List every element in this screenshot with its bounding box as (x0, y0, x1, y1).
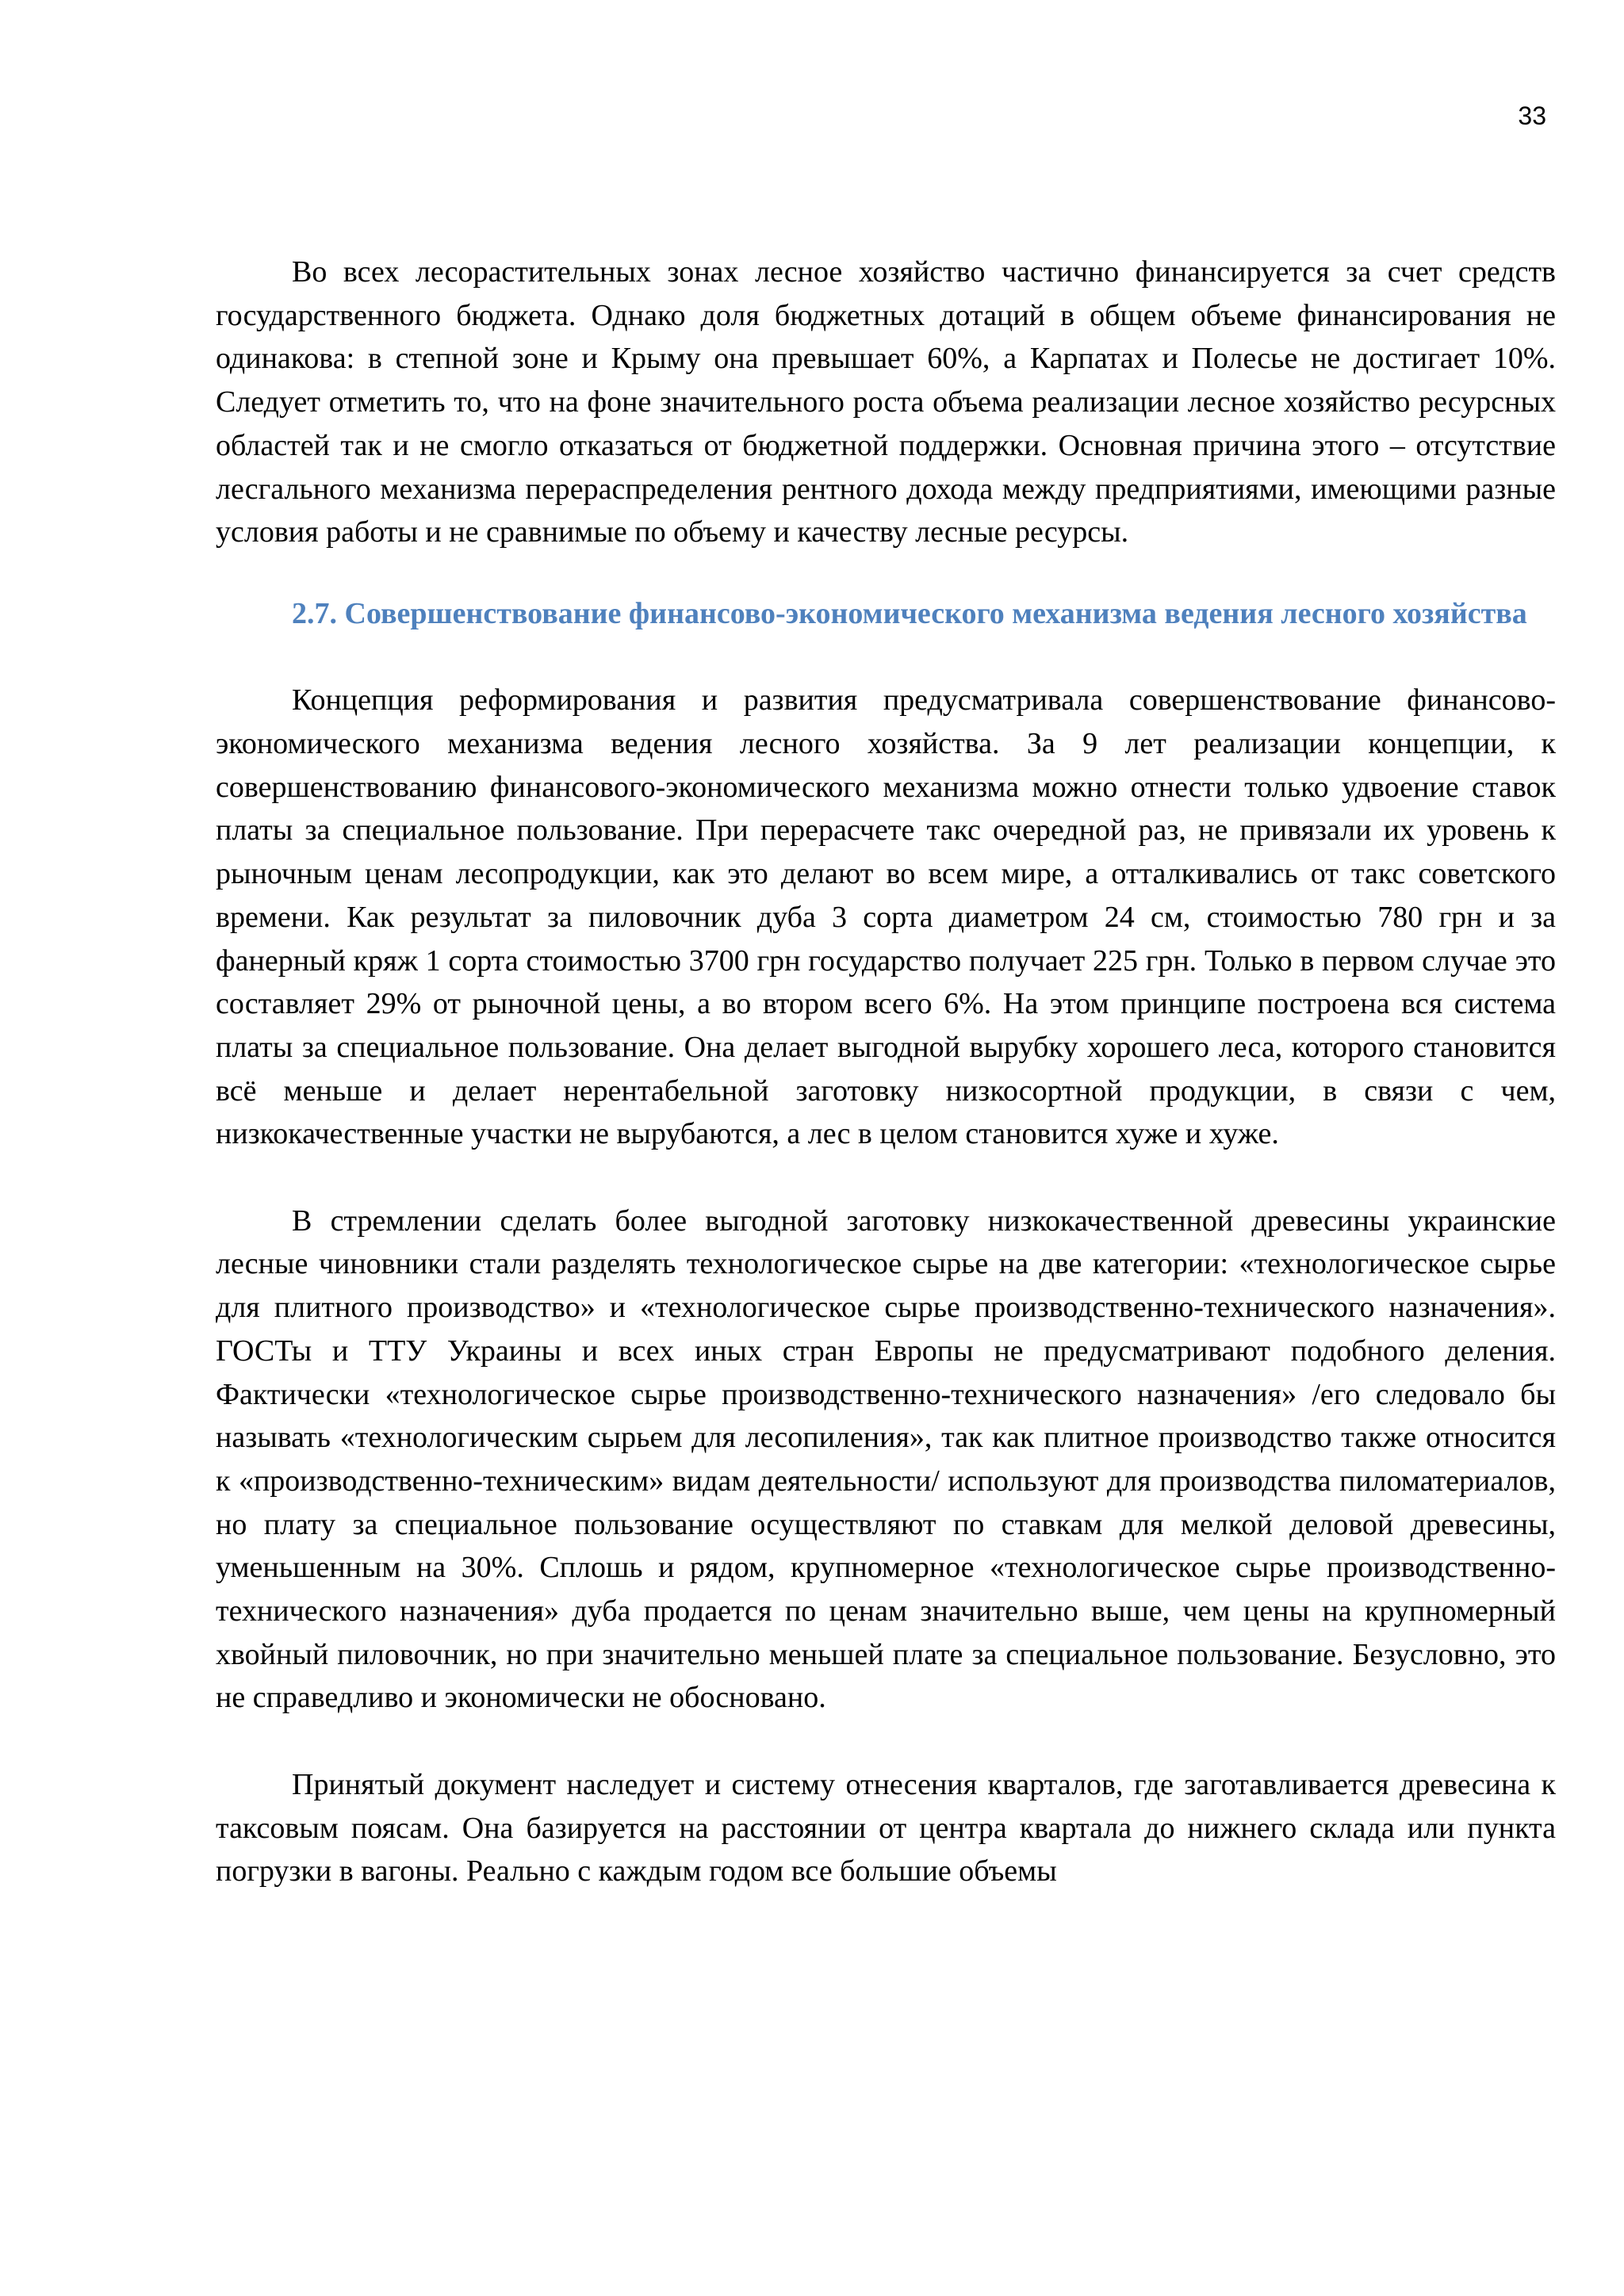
body-paragraph-1: Концепция реформирования и развития предусматривала совершенствование финансово-экономического механизма ведения лесного хозяйства. За 9 лет реализации концепции, к совершенствованию финансового-экономического механизма можно отнести только удвоение ставок платы за специальное пользование. При перерасчете такс очередной раз, не привязали их уровень к рыночным ценам лесопродукции, как это делают во всем мире, а отталкивались от такс советского времени. Как результат за пиловочник дуба 3 сорта диаметром 24 см, стоимостью 780 грн и за фанерный кряж 1 сорта стоимостью 3700 грн государство получает 225 грн. Только в первом случае это составляет 29% от рыночной цены, а во втором всего 6%. На этом принципе построена вся система платы за специальное пользование. Она делает выгодной вырубку хорошего леса, которого становится всё меньше и делает нерентабельной заготовку низкосортной продукции, в связи с чем, низкокачественные участки не вырубаются, а лес в целом становится хуже и хуже. (216, 683, 1556, 1151)
body-paragraph-3: Принятый документ наследует и систему отнесения кварталов, где заготавливается древесина к таксовым поясам. Она базируется на расстоянии от центра квартала до нижнего склада или пункта погрузки в вагоны. Реально с каждым годом все большие объемы (216, 1767, 1556, 1888)
page-content (216, 251, 1556, 1893)
page-number: 33 (1518, 101, 1546, 130)
intro-paragraph: Во всех лесорастительных зонах лесное хозяйство частично финансируется за счет средств государственного бюджета. Однако доля бюджетных дотаций в общем объеме финансирования не одинакова: в степной зоне и Крыму она превышает 60%, а Карпатах и Полесье не достигает 10%. Следует отметить то, что на фоне значительного роста объема реализации лесное хозяйство ресурсных областей так и не смогло отказаться от бюджетной поддержки. Основная причина этого – отсутствие лесгального механизма перераспределения рентного дохода между предприятиями, имеющими разные условия работы и не сравнимые по объему и качеству лесные ресурсы. (216, 255, 1556, 549)
section-heading: 2.7. Совершенствование финансово-экономического механизма ведения лесного хозяйства (292, 596, 1527, 630)
body-paragraph-2: В стремлении сделать более выгодной заготовку низкокачественной древесины украинские лесные чиновники стали разделять технологическое сырье на две категории: «технологическое сырье для плитного производство» и «технологическое сырье производственно-технического назначения». ГОСТы и ТТУ Украины и всех иных стран Европы не предусматривают подобного деления. Фактически «технологическое сырье производственно-технического назначения» /его следовало бы называть «технологическим сырьем для лесопиления», так как плитное производство также относится к «производственно-техническим» видам деятельности/ используют для производства пиломатериалов, но плату за специальное пользование осуществляют по ставкам для мелкой деловой древесины, уменьшенным на 30%. Сплошь и рядом, крупномерное «технологическое сырье производственно-технического назначения» дуба продается по ценам значительно выше, чем цены на крупномерный хвойный пиловочник, но при значительно меньшей плате за специальное пользование. Безусловно, это не справедливо и экономически не обосновано. (216, 1203, 1556, 1715)
